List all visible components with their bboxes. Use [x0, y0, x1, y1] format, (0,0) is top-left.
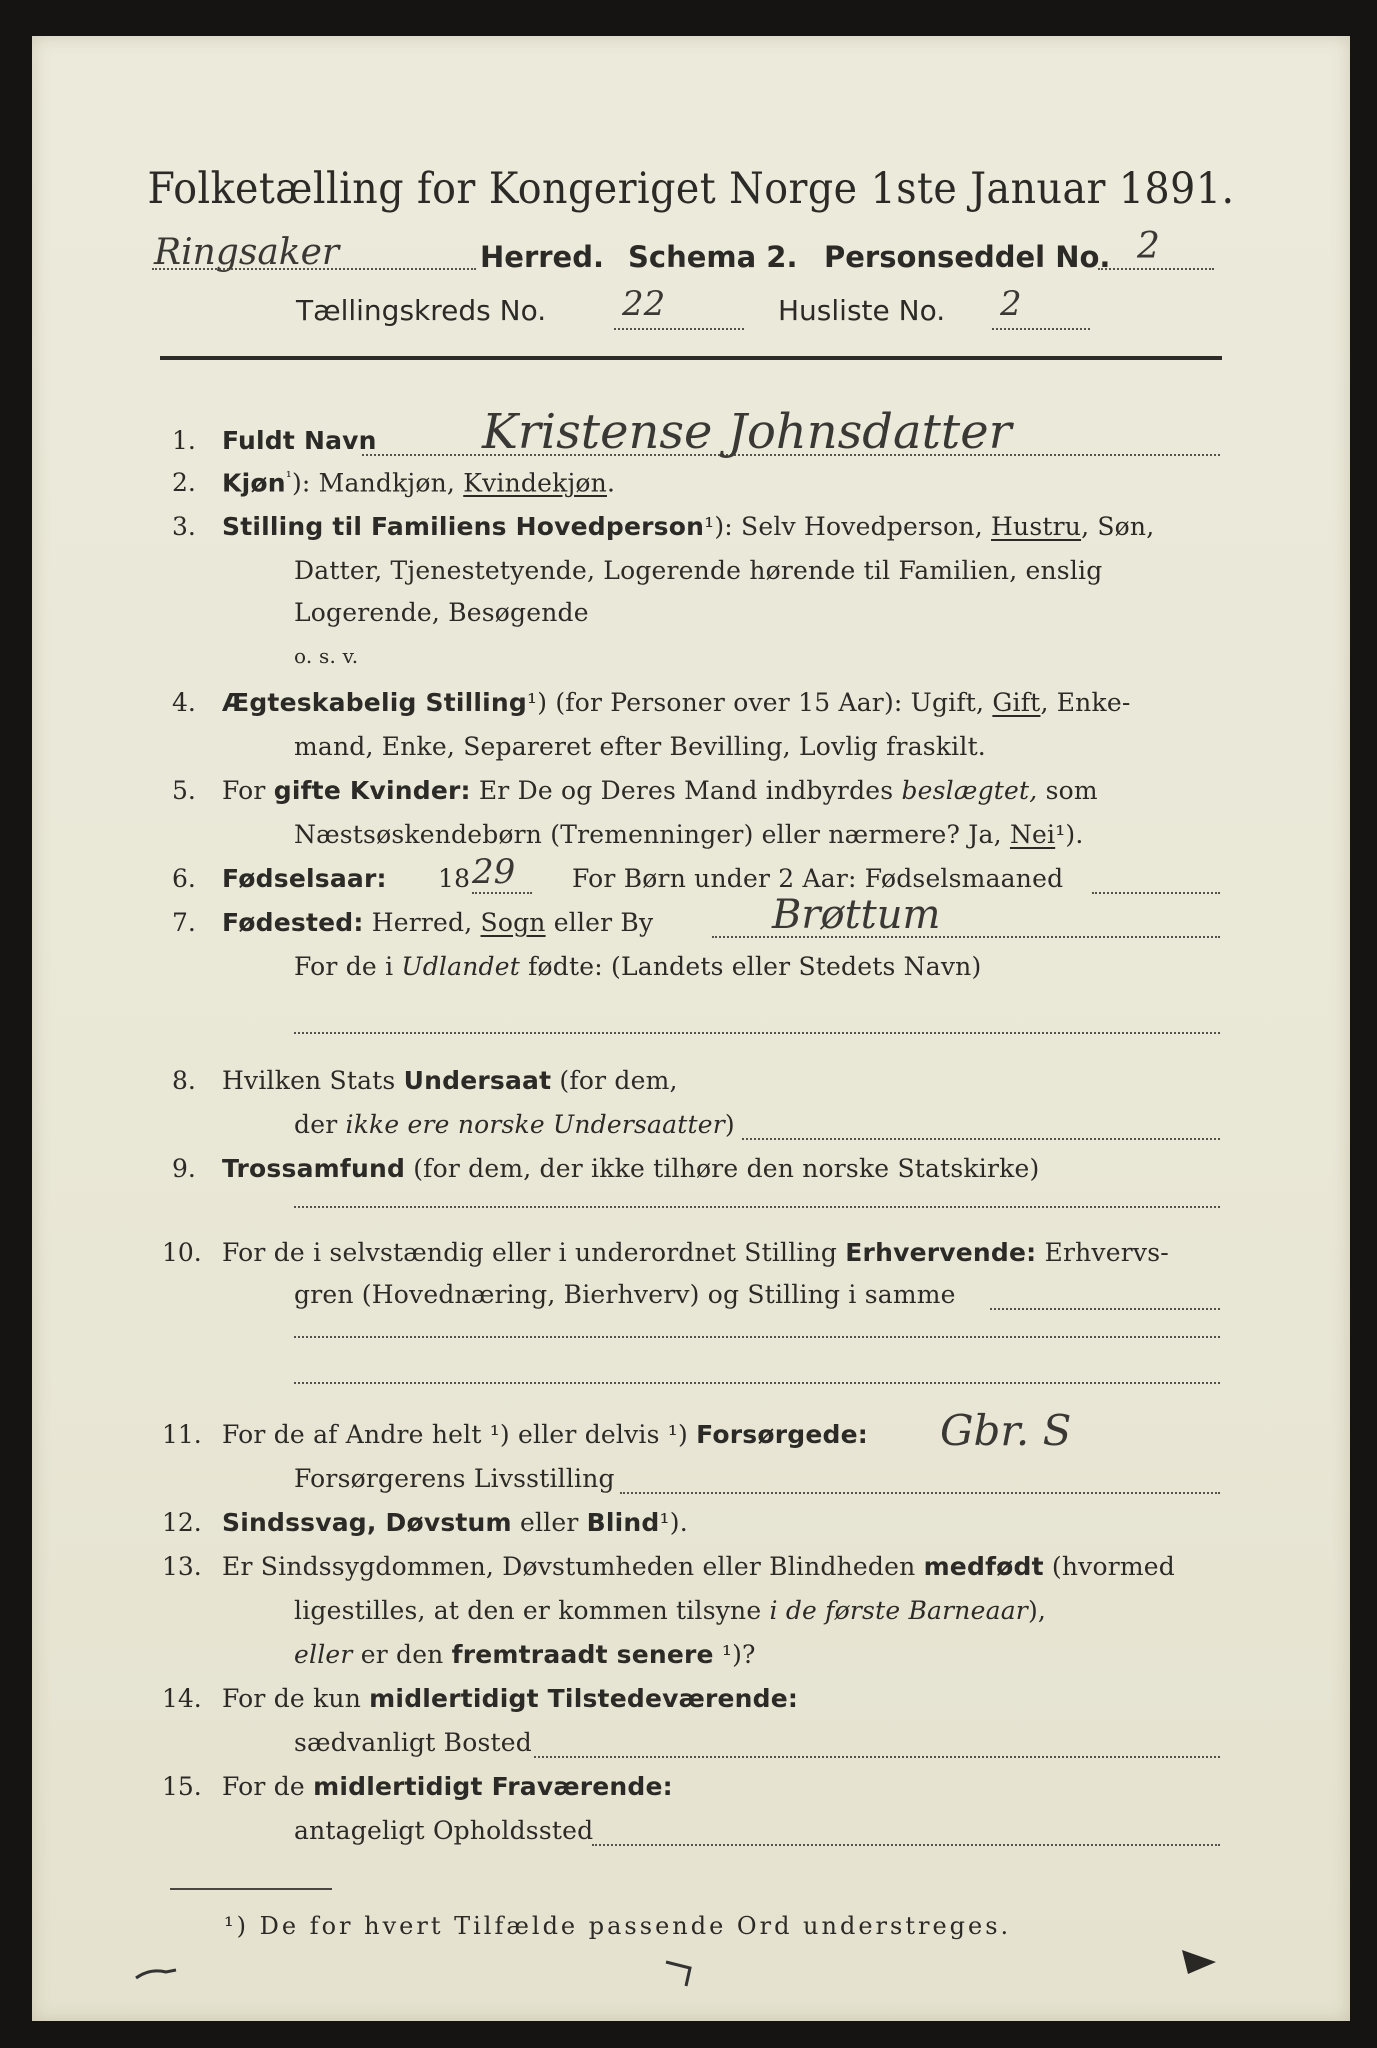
- q13-number: 13.: [162, 1552, 202, 1581]
- q13-line3-mid: er den: [352, 1640, 452, 1669]
- q5-italic: beslægtet,: [901, 776, 1038, 805]
- q14-line1: [222, 1684, 798, 1713]
- q7-line2-pre: For de i: [294, 952, 402, 981]
- q2-sup: ¹: [285, 468, 292, 486]
- pen-mark-left-icon: [132, 1960, 182, 1990]
- q10-label: Erhvervende:: [845, 1238, 1037, 1267]
- q8-label: Undersaat: [403, 1066, 552, 1095]
- supported-value: Gbr. S: [940, 1406, 1072, 1455]
- q4-selected-option: Gift: [992, 688, 1041, 717]
- q8-line2-pre: der: [294, 1110, 346, 1139]
- q3-line1: [222, 512, 1154, 541]
- q11-number: 11.: [162, 1420, 202, 1449]
- q13-line3-italic: eller: [294, 1640, 353, 1669]
- q2-rest: ): Mandkjøn,: [291, 468, 464, 498]
- birthplace-value: Brøttum: [772, 892, 941, 938]
- q5-selected-option: Nei: [1009, 820, 1056, 849]
- q5-line2: [294, 820, 1084, 849]
- q14-number: 14.: [162, 1684, 202, 1713]
- q7-line2-italic: Udlandet: [401, 952, 520, 981]
- q4-number: 4.: [172, 688, 196, 717]
- q3-number: 3.: [172, 512, 196, 541]
- q3-line3: Logerende, Besøgende: [294, 598, 589, 627]
- q11-pre: For de af Andre helt ¹) eller delvis ¹): [222, 1420, 697, 1449]
- q7-line2-end: fødte: (Landets eller Stedets Navn): [519, 952, 982, 981]
- q13-label: medfødt: [923, 1552, 1044, 1581]
- q11-label: Forsørgede:: [696, 1420, 868, 1449]
- q12-label: Sindssvag, Døvstum: [222, 1508, 512, 1537]
- q8-line1: [222, 1066, 678, 1095]
- q5-line2-text: Næstsøskendebørn (Tremenninger) eller nærmere? Ja,: [294, 820, 1010, 849]
- q10-line2: gren (Hovednæring, Bierhverv) og Stilling i samme: [294, 1280, 956, 1309]
- q6-rest: For Børn under 2 Aar: Fødselsmaaned: [572, 864, 1064, 893]
- personseddel-no-value: 2: [1137, 226, 1160, 267]
- q6-prefix: 18: [438, 864, 471, 893]
- kreds-label: Tællingskreds No.: [296, 294, 547, 327]
- q8-number: 8.: [172, 1066, 196, 1095]
- q13-end: (hvormed: [1043, 1552, 1175, 1581]
- q6-number: 6.: [172, 864, 196, 893]
- q5-pre: For: [222, 776, 274, 805]
- q12-label2: Blind: [586, 1508, 660, 1537]
- q7-selected-option: Sogn: [480, 908, 546, 937]
- q13-line3-bold: fremtraadt senere: [451, 1640, 714, 1669]
- q4-end: , Enke-: [1040, 688, 1131, 717]
- q13-line1: [222, 1552, 1175, 1581]
- schema-label: Schema 2.: [628, 240, 798, 274]
- birth-year-value: 29: [472, 852, 516, 892]
- pen-mark-right-icon: [1176, 1944, 1226, 1984]
- q4-label: Ægteskabelig Stilling: [222, 688, 528, 717]
- q8-line2: [294, 1110, 735, 1139]
- q15-line2: antageligt Opholdssted: [294, 1816, 594, 1845]
- q9-rest: (for dem, der ikke tilhøre den norske Statskirke): [405, 1154, 1040, 1183]
- q4-line2: mand, Enke, Separeret efter Bevilling, Lovlig fraskilt.: [294, 732, 986, 761]
- q8-line2-italic: ikke ere norske Undersaatter: [345, 1110, 725, 1139]
- q10-line1: [222, 1238, 1169, 1267]
- q13-line2-pre: ligestilles, at den er kommen tilsyne: [294, 1596, 770, 1625]
- q10-pre: For de i selvstændig eller i underordnet Stilling: [222, 1238, 846, 1267]
- q12-line1: [222, 1508, 688, 1537]
- q2-end: .: [606, 468, 616, 498]
- q8-end: (for dem,: [551, 1066, 678, 1095]
- q3-end: , Søn,: [1081, 512, 1155, 541]
- q1-label: Fuldt Navn: [222, 426, 377, 455]
- q5-rest: Er De og Deres Mand indbyrdes: [470, 776, 902, 805]
- q13-line3-end: ¹)?: [713, 1640, 756, 1669]
- q9-label: Trossamfund: [222, 1154, 406, 1183]
- q9-number: 9.: [172, 1154, 196, 1183]
- q13-line2: [294, 1596, 1046, 1625]
- kreds-no-value: 22: [622, 284, 666, 324]
- q1-number: 1.: [172, 426, 196, 455]
- q15-pre: For de: [222, 1772, 314, 1801]
- q15-label: midlertidigt Fraværende:: [313, 1772, 673, 1801]
- q4-rest: ¹) (for Personer over 15 Aar): Ugift,: [527, 688, 993, 717]
- q5-number: 5.: [172, 776, 196, 805]
- q5-end: som: [1037, 776, 1098, 805]
- q12-end: ¹).: [659, 1508, 688, 1537]
- q7-number: 7.: [172, 908, 196, 937]
- q5-line1: [222, 776, 1098, 805]
- q11-line2: Forsørgerens Livsstilling: [294, 1464, 615, 1493]
- q15-number: 15.: [162, 1772, 202, 1801]
- q5-label: gifte Kvinder:: [273, 776, 471, 805]
- q3-rest: ¹): Selv Hovedperson,: [704, 512, 992, 541]
- q13-line2-end: ),: [1027, 1596, 1047, 1625]
- q2-number: 2.: [172, 468, 196, 497]
- q10-number: 10.: [162, 1238, 202, 1267]
- q15-line1: [222, 1772, 673, 1801]
- q14-line2: sædvanligt Bosted: [294, 1728, 532, 1757]
- form-title: Folketælling for Kongeriget Norge 1ste Januar 1891.: [147, 164, 1235, 214]
- q14-pre: For de kun: [222, 1684, 370, 1713]
- q12-mid: eller: [511, 1508, 587, 1537]
- personseddel-label: Personseddel No.: [824, 240, 1111, 274]
- q11-line1: [222, 1420, 868, 1449]
- husliste-no-value: 2: [1000, 284, 1022, 324]
- q13-line2-italic: i de første Barneaar: [769, 1596, 1028, 1625]
- q8-pre: Hvilken Stats: [222, 1066, 404, 1095]
- q14-label: midlertidigt Tilstedeværende:: [369, 1684, 799, 1713]
- q9-line1: [222, 1154, 1039, 1183]
- q5-line2-end: ¹).: [1055, 820, 1084, 849]
- q3-line4: o. s. v.: [294, 644, 359, 668]
- q2-line: [222, 468, 615, 497]
- herred-label: Herred.: [480, 240, 604, 274]
- footnote: ¹) De for hvert Tilfælde passende Ord understreges.: [224, 1912, 1012, 1940]
- q7-line1: [222, 908, 653, 937]
- q7-label: Fødested:: [222, 908, 364, 937]
- q2-label: Kjøn: [222, 468, 286, 498]
- q7-end: eller By: [545, 908, 654, 937]
- q4-line1: [222, 688, 1130, 717]
- q7-line2: [294, 952, 981, 981]
- pen-mark-center-icon: [660, 1954, 704, 1994]
- q3-selected-option: Hustru: [991, 512, 1082, 541]
- q3-label: Stilling til Familiens Hovedperson: [222, 512, 705, 541]
- census-form-page: [32, 36, 1350, 2021]
- q13-line3: [294, 1640, 756, 1669]
- q13-pre: Er Sindssygdommen, Døvstumheden eller Blindheden: [222, 1552, 924, 1581]
- q2-selected-option: Kvindekjøn: [463, 468, 607, 498]
- q12-number: 12.: [162, 1508, 202, 1537]
- q3-line2: Datter, Tjenestetyende, Logerende hørende til Familien, enslig: [294, 556, 1103, 585]
- municipality-value: Ringsaker: [154, 232, 340, 273]
- husliste-label: Husliste No.: [778, 294, 946, 327]
- q6-label: Fødselsaar:: [222, 864, 387, 893]
- header-divider: [160, 356, 1222, 360]
- footnote-rule: [170, 1888, 332, 1890]
- q10-end: Erhvervs-: [1036, 1238, 1169, 1267]
- full-name-value: Kristense Johnsdatter: [482, 404, 1012, 460]
- q8-line2-end: ): [724, 1110, 735, 1139]
- q7-rest: Herred,: [363, 908, 481, 937]
